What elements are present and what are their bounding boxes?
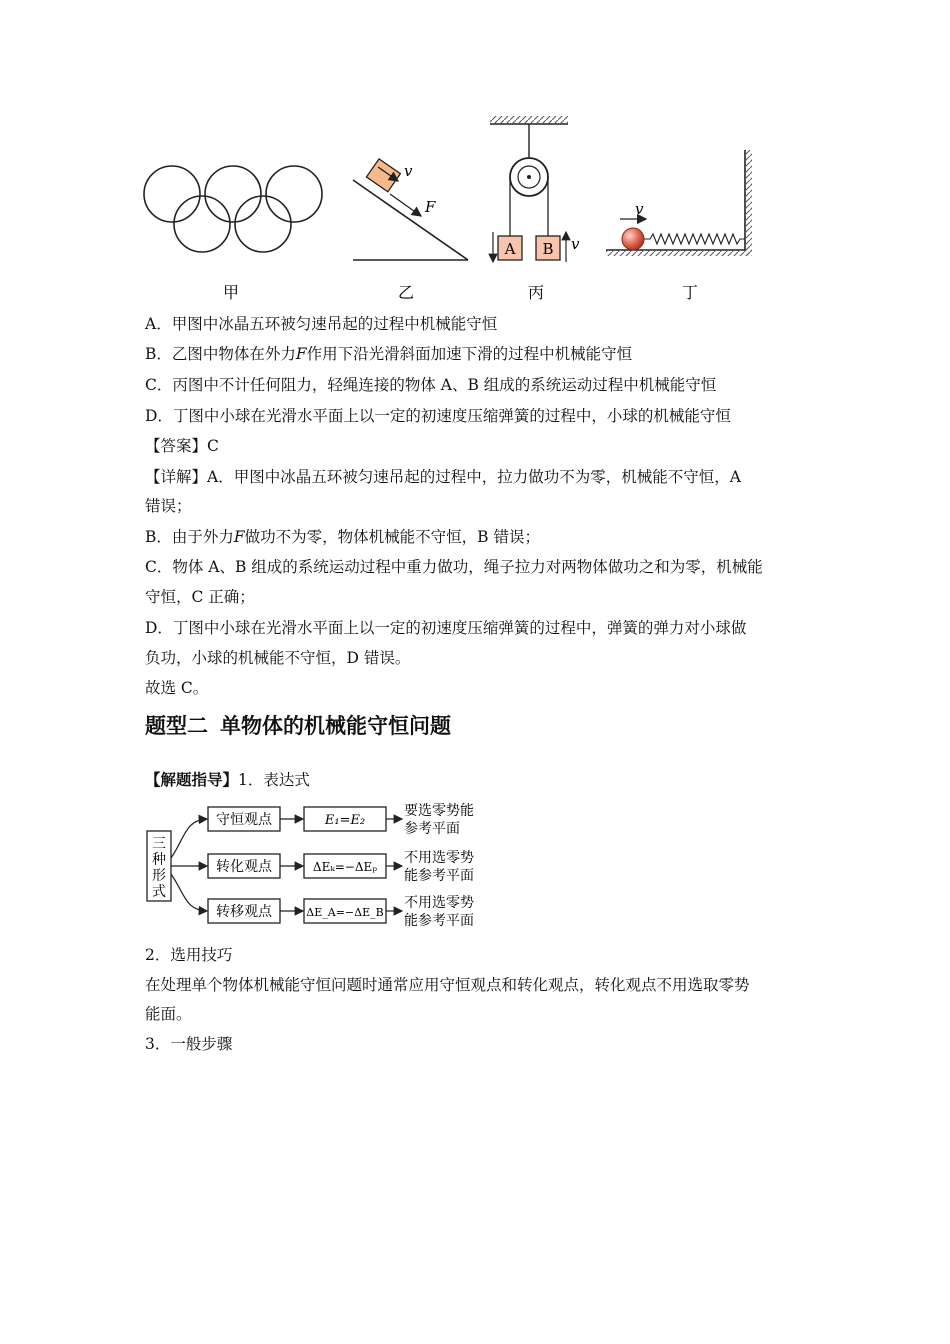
explanation-line: 负功，小球的机械能不守恒，D 错误。 xyxy=(145,649,411,667)
section-heading: 题型二 单物体的机械能守恒问题 xyxy=(145,714,451,738)
option-b: B．乙图中物体在外力F作用下沿光滑斜面加速下滑的过程中机械能守恒 xyxy=(145,345,633,363)
ring xyxy=(174,196,230,252)
svg-text:ΔE_A=−ΔE_B: ΔE_A=−ΔE_B xyxy=(306,906,384,919)
ring xyxy=(266,166,322,222)
svg-text:A: A xyxy=(504,240,516,258)
ring xyxy=(205,166,261,222)
ring xyxy=(235,196,291,252)
svg-text:ΔEₖ=−ΔEₚ: ΔEₖ=−ΔEₚ xyxy=(312,860,378,874)
svg-text:参考平面: 参考平面 xyxy=(404,821,460,837)
explanation-line: 【详解】A．甲图中冰晶五环被匀速吊起的过程中，拉力做功不为零，机械能不守恒，A xyxy=(145,468,741,486)
svg-text:种: 种 xyxy=(152,852,166,868)
pulley-diagram xyxy=(490,116,580,262)
ball xyxy=(622,228,644,250)
explanation-line: 错误； xyxy=(145,497,192,515)
svg-text:要选零势能: 要选零势能 xyxy=(404,803,474,819)
olympic-rings-diagram xyxy=(144,166,322,252)
expression-flowchart xyxy=(145,798,495,936)
tips-text: 能面。 xyxy=(145,1005,192,1023)
option-d: D．丁图中小球在光滑水平面上以一定的初速度压缩弹簧的过程中，小球的机械能守恒 xyxy=(145,407,731,425)
spring-diagram xyxy=(606,150,752,256)
force-arrow xyxy=(390,194,421,216)
svg-text:转移观点: 转移观点 xyxy=(216,904,272,920)
caption-bing: 丙 xyxy=(527,283,545,302)
explanation-line: 守恒，C 正确； xyxy=(145,588,255,606)
velocity-label: v xyxy=(404,162,413,180)
answer: 【答案】C xyxy=(145,437,219,455)
svg-text:不用选零势: 不用选零势 xyxy=(404,850,474,866)
svg-text:能参考平面: 能参考平面 xyxy=(404,913,474,929)
svg-text:形: 形 xyxy=(152,868,166,884)
force-label: F xyxy=(425,198,436,216)
tips-heading: 2．选用技巧 xyxy=(145,946,233,964)
svg-text:转化观点: 转化观点 xyxy=(216,859,272,875)
svg-text:v: v xyxy=(635,200,644,218)
svg-text:E₁=E₂: E₁=E₂ xyxy=(324,813,366,828)
explanation-line: D．丁图中小球在光滑水平面上以一定的初速度压缩弹簧的过程中，弹簧的弹力对小球做 xyxy=(145,619,747,637)
explanation-line: C．物体 A、B 组成的系统运动过程中重力做功，绳子拉力对两物体做功之和为零，机械能 xyxy=(145,558,763,576)
caption-jia: 甲 xyxy=(222,283,240,302)
spring xyxy=(644,234,745,244)
svg-text:能参考平面: 能参考平面 xyxy=(404,868,474,884)
guide-line: 【解题指导】1．表达式 xyxy=(145,771,310,789)
option-c: C．丙图中不计任何阻力，轻绳连接的物体 A、B 组成的系统运动过程中机械能守恒 xyxy=(145,376,717,394)
ring xyxy=(144,166,200,222)
caption-yi: 乙 xyxy=(397,283,415,302)
svg-text:三: 三 xyxy=(152,836,166,852)
tips-text: 在处理单个物体机械能守恒问题时通常应用守恒观点和转化观点，转化观点不用选取零势 xyxy=(145,976,750,994)
block xyxy=(366,159,400,192)
svg-text:B: B xyxy=(542,240,554,258)
explanation-line: B．由于外力F做功不为零，物体机械能不守恒，B 错误； xyxy=(145,528,540,546)
physics-figure xyxy=(0,0,950,310)
explanation-line: 故选 C。 xyxy=(145,679,209,697)
incline-diagram xyxy=(353,159,468,260)
steps-heading: 3．一般步骤 xyxy=(145,1035,233,1053)
option-a: A．甲图中冰晶五环被匀速吊起的过程中机械能守恒 xyxy=(145,315,498,333)
svg-text:式: 式 xyxy=(152,884,166,900)
svg-text:守恒观点: 守恒观点 xyxy=(216,812,272,828)
caption-ding: 丁 xyxy=(681,283,699,302)
svg-text:不用选零势: 不用选零势 xyxy=(404,895,474,911)
svg-text:v: v xyxy=(571,235,580,253)
